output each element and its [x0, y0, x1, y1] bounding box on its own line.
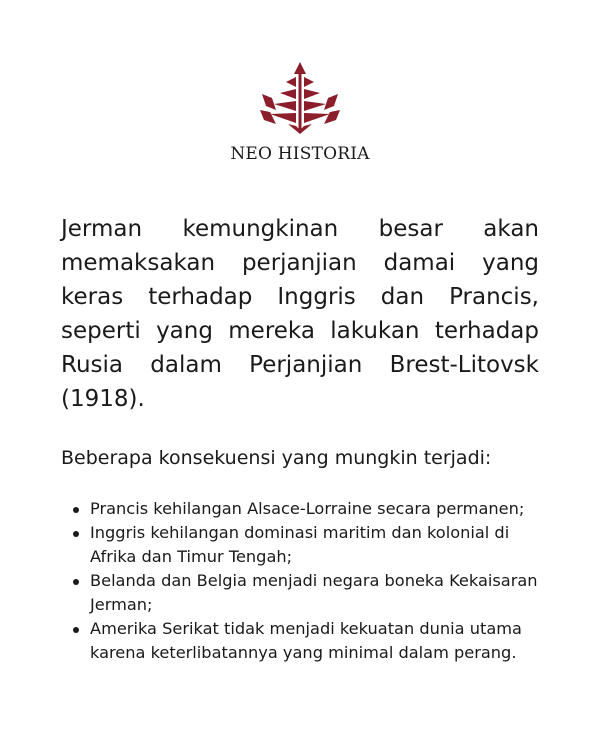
- bullet-dot: [73, 579, 79, 585]
- list-item: [73, 521, 543, 569]
- list-item: [73, 617, 543, 665]
- bullet-dot: [73, 507, 79, 513]
- main-paragraph: Jerman kemungkinan besar akan memaksakan perjanjian damai yang keras terhadap Inggris dan Prancis, seperti yang mereka lakukan terhadap Rusia dalam Perjanjian Brest-Litovsk (1918).: [61, 216, 539, 412]
- list-item: [73, 569, 543, 617]
- list-item-text: Prancis kehilangan Alsace-Lorraine secara permanen;: [90, 499, 525, 518]
- list-item-text: Inggris kehilangan dominasi maritim dan kolonial di Afrika dan Timur Tengah;: [90, 523, 510, 566]
- bullet-dot: [73, 531, 79, 537]
- consequences-list: [73, 497, 543, 665]
- brand-name: NEO HISTORIA: [230, 144, 370, 164]
- list-item: [73, 497, 543, 521]
- consequences-heading: Beberapa konsekuensi yang mungkin terjadi:: [61, 447, 492, 469]
- list-item-text: Amerika Serikat tidak menjadi kekuatan dunia utama karena keterlibatannya yang minimal dalam perang.: [90, 619, 522, 662]
- bullet-dot: [73, 627, 79, 633]
- wheat-leaf-logo-icon: [258, 60, 342, 136]
- brand-header: [0, 60, 600, 164]
- list-item-text: Belanda dan Belgia menjadi negara boneka Kekaisaran Jerman;: [90, 571, 538, 614]
